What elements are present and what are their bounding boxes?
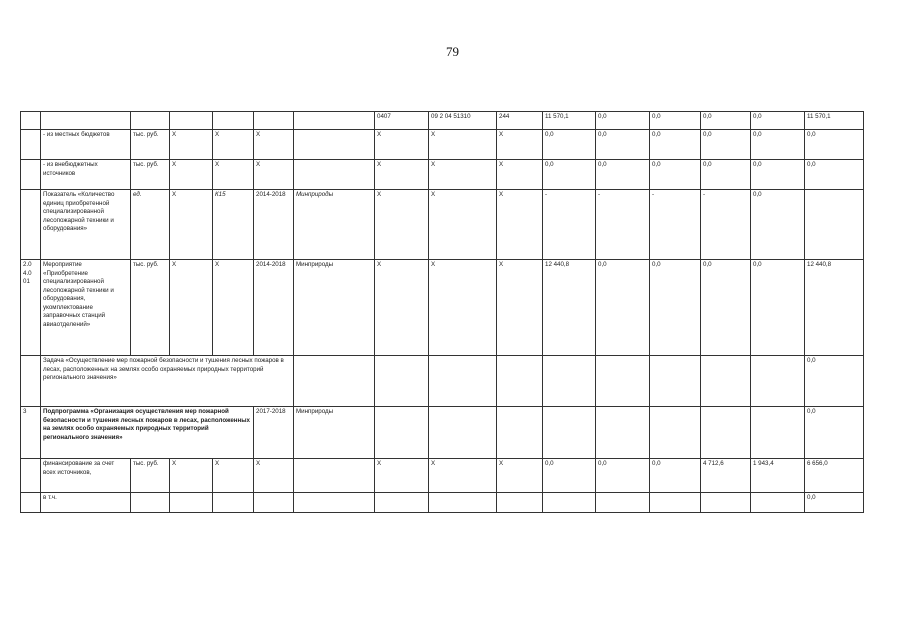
cell-year-value: - bbox=[701, 190, 751, 260]
cell-total: 0,0 bbox=[805, 407, 864, 459]
cell-year-value: 0,0 bbox=[650, 112, 701, 130]
cell-year-value: 0,0 bbox=[650, 160, 701, 190]
cell-year-value: 0,0 bbox=[543, 459, 596, 493]
cell-year-value: 11 570,1 bbox=[543, 112, 596, 130]
cell-unit: тыс. руб. bbox=[131, 260, 170, 356]
cell-period: 2017-2018 bbox=[254, 407, 294, 459]
table-row bbox=[21, 190, 864, 260]
cell-value: Х bbox=[170, 260, 213, 356]
cell-expense-type: 244 bbox=[497, 112, 543, 130]
cell-name: в т.ч. bbox=[41, 493, 131, 513]
cell-value: Х bbox=[429, 130, 497, 160]
cell-year-value: 0,0 bbox=[596, 130, 650, 160]
cell-name: финансирование за счет всех источников, bbox=[41, 459, 131, 493]
cell-value: Х bbox=[170, 459, 213, 493]
table-row bbox=[21, 356, 864, 407]
cell-target-article: 09 2 04 51310 bbox=[429, 112, 497, 130]
cell-value: Х bbox=[254, 160, 294, 190]
cell-year-value: 0,0 bbox=[650, 130, 701, 160]
cell-year-value: 0,0 bbox=[701, 160, 751, 190]
cell-task: Задача «Осуществление мер пожарной безопасности и тушения лесных пожаров в лесах, расположенных на землях особо охраняемых природных территорий регионального значения» bbox=[41, 356, 294, 407]
cell-year-value: 0,0 bbox=[751, 190, 805, 260]
cell-year-value: 0,0 bbox=[751, 260, 805, 356]
cell-year-value: 0,0 bbox=[543, 160, 596, 190]
table-row bbox=[21, 112, 864, 130]
cell-year-value: 1 943,4 bbox=[751, 459, 805, 493]
cell-year-value: 0,0 bbox=[650, 459, 701, 493]
cell-year-value: 0,0 bbox=[751, 130, 805, 160]
cell-year-value: 0,0 bbox=[701, 112, 751, 130]
cell-total: 6 656,0 bbox=[805, 459, 864, 493]
cell-value: Х bbox=[497, 160, 543, 190]
cell-indicator-code: К15 bbox=[213, 190, 254, 260]
cell-value: Х bbox=[170, 160, 213, 190]
cell-unit: тыс. руб. bbox=[131, 130, 170, 160]
cell-total: 0,0 bbox=[805, 493, 864, 513]
cell-year-value: 0,0 bbox=[701, 130, 751, 160]
cell-period: 2014-2018 bbox=[254, 260, 294, 356]
cell-value: Х bbox=[170, 130, 213, 160]
cell-value: Х bbox=[497, 260, 543, 356]
cell-value: Х bbox=[213, 160, 254, 190]
cell-period: 2014-2018 bbox=[254, 190, 294, 260]
cell-total: 0,0 bbox=[805, 160, 864, 190]
cell-total: 11 570,1 bbox=[805, 112, 864, 130]
cell-executor: Минприроды bbox=[294, 260, 375, 356]
cell-value: Х bbox=[213, 130, 254, 160]
cell-value: Х bbox=[497, 190, 543, 260]
cell-year-value: 0,0 bbox=[650, 260, 701, 356]
cell-executor: Минприроды bbox=[294, 407, 375, 459]
cell-unit: тыс. руб. bbox=[131, 160, 170, 190]
cell-executor: Минприроды bbox=[294, 190, 375, 260]
page-number: 79 bbox=[446, 44, 459, 59]
cell-year-value: 4 712,6 bbox=[701, 459, 751, 493]
table-row bbox=[21, 130, 864, 160]
table-row bbox=[21, 407, 864, 459]
cell-budget-section: 0407 bbox=[375, 112, 429, 130]
cell-code: 3 bbox=[21, 407, 41, 459]
cell-activity-name: Мероприятие «Приобретение специализированной лесопожарной техники и оборудования, укомплектование заправочных станций авиаотделений» bbox=[41, 260, 131, 356]
cell-total: 0,0 bbox=[805, 130, 864, 160]
table-row bbox=[21, 493, 864, 513]
cell-value: Х bbox=[375, 160, 429, 190]
cell-value: Х bbox=[375, 459, 429, 493]
cell-code: 2.0 4.0 01 bbox=[21, 260, 41, 356]
cell-subprogram: Подпрограмма «Организация осуществления мер пожарной безопасности и тушения лесных пожаров в лесах, расположенных на землях особо охраняемых природных территорий регионального значения» bbox=[41, 407, 254, 459]
cell-value: Х bbox=[375, 260, 429, 356]
table-row bbox=[21, 160, 864, 190]
cell-name: - из местных бюджетов bbox=[41, 130, 131, 160]
cell-value: Х bbox=[375, 190, 429, 260]
cell-name: - из внебюджетных источников bbox=[41, 160, 131, 190]
cell-year-value: - bbox=[650, 190, 701, 260]
cell-value: Х bbox=[213, 260, 254, 356]
cell-value: Х bbox=[213, 459, 254, 493]
cell-year-value: 0,0 bbox=[596, 260, 650, 356]
cell-value: Х bbox=[497, 130, 543, 160]
cell-year-value: 0,0 bbox=[543, 130, 596, 160]
cell-year-value: 12 440,8 bbox=[543, 260, 596, 356]
cell-value: Х bbox=[429, 260, 497, 356]
cell-value: Х bbox=[170, 190, 213, 260]
cell-value: Х bbox=[429, 459, 497, 493]
cell-unit: тыс. руб. bbox=[131, 459, 170, 493]
cell-total bbox=[805, 190, 864, 260]
cell-value: Х bbox=[497, 459, 543, 493]
table-row bbox=[21, 459, 864, 493]
cell-value: Х bbox=[254, 459, 294, 493]
cell-value: Х bbox=[429, 160, 497, 190]
cell-year-value: 0,0 bbox=[701, 260, 751, 356]
table-row bbox=[21, 260, 864, 356]
cell-year-value: 0,0 bbox=[596, 112, 650, 130]
cell-value: Х bbox=[375, 130, 429, 160]
cell-unit: ед. bbox=[131, 190, 170, 260]
cell-total: 12 440,8 bbox=[805, 260, 864, 356]
cell-year-value: 0,0 bbox=[751, 112, 805, 130]
cell-total: 0,0 bbox=[805, 356, 864, 407]
cell-year-value: 0,0 bbox=[596, 459, 650, 493]
cell-year-value: 0,0 bbox=[596, 160, 650, 190]
cell-year-value: - bbox=[596, 190, 650, 260]
cell-year-value: 0,0 bbox=[751, 160, 805, 190]
cell-value: Х bbox=[254, 130, 294, 160]
cell-year-value: - bbox=[543, 190, 596, 260]
program-table bbox=[20, 111, 864, 513]
cell-value: Х bbox=[429, 190, 497, 260]
cell-indicator-name: Показатель «Количество единиц приобретенной специализированной лесопожарной техники и оборудования» bbox=[41, 190, 131, 260]
